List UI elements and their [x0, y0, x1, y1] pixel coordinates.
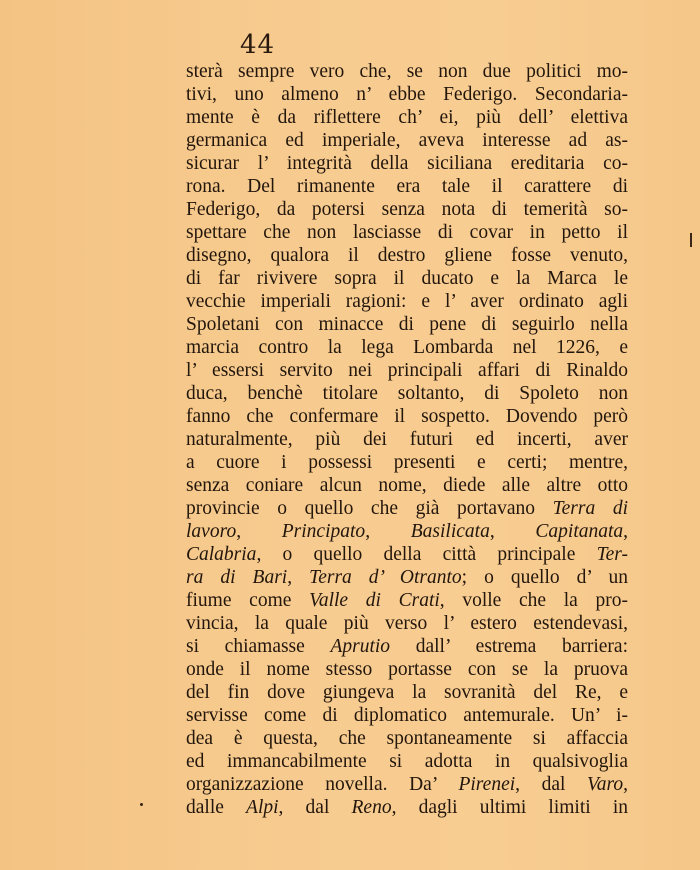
text-line — [186, 290, 628, 313]
text-segment: Spoletani con minacce di pene di seguirlo nella — [186, 314, 628, 335]
italic-text: Varo — [587, 774, 624, 795]
text-segment: dalle — [186, 797, 247, 818]
text-segment: , dagli ultimi limiti in — [391, 797, 628, 818]
text-segment: fanno che confermare il sospetto. Dovendo però — [186, 406, 628, 427]
text-segment: tivi, uno almeno n’ ebbe Federigo. Secondaria- — [186, 84, 628, 105]
body-text — [186, 60, 628, 819]
italic-text: Aprutio — [330, 636, 391, 657]
text-line — [186, 221, 628, 244]
text-segment: organizzazione novella. Da’ — [186, 774, 459, 795]
text-segment: servisse come di diplomatico antemurale. Un’ i- — [186, 705, 628, 726]
page-number: 44 — [240, 30, 276, 60]
italic-text: Valle di Crati — [309, 590, 440, 611]
text-segment: vincia, la quale più verso l’ estero estendevasi, — [186, 613, 628, 634]
text-line — [186, 336, 628, 359]
text-line — [186, 612, 628, 635]
margin-mark-left — [140, 803, 143, 806]
text-segment: , — [287, 567, 310, 588]
text-segment: , — [489, 521, 536, 542]
italic-text: Reno — [351, 797, 392, 818]
text-line — [186, 773, 628, 796]
text-line — [186, 60, 628, 83]
text-line — [186, 635, 628, 658]
text-line — [186, 152, 628, 175]
text-segment: onde il nome stesso portasse con se la pruova — [186, 659, 628, 680]
text-segment: sterà sempre vero che, se non due politici mo- — [186, 61, 628, 82]
text-line — [186, 566, 628, 589]
text-segment: , dal — [515, 774, 588, 795]
text-line — [186, 658, 628, 681]
italic-text: Principato — [281, 521, 366, 542]
text-line — [186, 704, 628, 727]
italic-text: Alpi — [246, 797, 279, 818]
text-segment: , — [365, 521, 411, 542]
text-line — [186, 129, 628, 152]
italic-text: ra di Bari — [186, 567, 288, 588]
text-line — [186, 106, 628, 129]
text-segment: fiume come — [186, 590, 310, 611]
text-line — [186, 267, 628, 290]
text-line — [186, 175, 628, 198]
italic-text: Pirenei — [458, 774, 516, 795]
text-line — [186, 405, 628, 428]
text-segment: , — [623, 774, 628, 795]
text-segment: Federigo, da potersi senza nota di temerità so- — [186, 199, 628, 220]
text-segment: marcia contro la lega Lombarda nel 1226, e — [186, 337, 628, 358]
text-line — [186, 198, 628, 221]
text-line — [186, 474, 628, 497]
text-line — [186, 382, 628, 405]
text-line — [186, 83, 628, 106]
text-line — [186, 451, 628, 474]
text-segment: mente è da riflettere ch’ ei, più dell’ elettiva — [186, 107, 628, 128]
text-line — [186, 359, 628, 382]
text-line — [186, 543, 628, 566]
text-segment: dall’ estrema barriera: — [390, 636, 628, 657]
italic-text: Terra d’ Otranto — [309, 567, 462, 588]
italic-text: Terra di — [552, 498, 628, 519]
text-segment: ed immancabilmente si adotta in qualsivoglia — [186, 751, 628, 772]
text-segment: provincie o quello che già portavano — [186, 498, 553, 519]
text-segment: sicurar l’ integrità della siciliana ereditaria co- — [186, 153, 628, 174]
text-segment: duca, benchè titolare soltanto, di Spoleto non — [186, 383, 628, 404]
italic-text: Basilicata — [410, 521, 490, 542]
italic-text: Calabria — [186, 544, 257, 565]
text-segment: dea è questa, che spontaneamente si affaccia — [186, 728, 628, 749]
italic-text: Ter- — [596, 544, 628, 565]
text-segment: ; o quello d’ un — [461, 567, 628, 588]
margin-mark-right — [690, 233, 692, 247]
text-line — [186, 313, 628, 336]
italic-text: Capitanata — [535, 521, 624, 542]
text-line — [186, 796, 628, 819]
text-line — [186, 589, 628, 612]
text-segment: a cuore i possessi presenti e certi; mentre, — [186, 452, 628, 473]
text-segment: l’ essersi servito nei principali affari di Rinaldo — [186, 360, 628, 381]
text-line — [186, 681, 628, 704]
text-segment: , dal — [278, 797, 352, 818]
text-segment: , — [623, 521, 628, 542]
italic-text: lavoro — [186, 521, 237, 542]
text-segment: germanica ed imperiale, aveva interesse ad as- — [186, 130, 628, 151]
text-line — [186, 244, 628, 267]
text-segment: di far rivivere sopra il ducato e la Marca le — [186, 268, 628, 289]
text-segment: senza coniare alcun nome, diede alle altre otto — [186, 475, 628, 496]
text-line — [186, 497, 628, 520]
text-segment: , o quello della città principale — [256, 544, 597, 565]
text-segment: , volle che la pro- — [439, 590, 628, 611]
text-line — [186, 520, 628, 543]
text-segment: del fin dove giungeva la sovranità del Re, e — [186, 682, 628, 703]
text-segment: disegno, qualora il destro gliene fosse venuto, — [186, 245, 628, 266]
text-line — [186, 727, 628, 750]
text-segment: si chiamasse — [186, 636, 331, 657]
text-segment: , — [236, 521, 282, 542]
text-line — [186, 428, 628, 451]
text-segment: vecchie imperiali ragioni: e l’ aver ordinato agli — [186, 291, 628, 312]
text-segment: spettare che non lasciasse di covar in petto il — [186, 222, 628, 243]
text-line — [186, 750, 628, 773]
text-segment: rona. Del rimanente era tale il carattere di — [186, 176, 628, 197]
text-segment: naturalmente, più dei futuri ed incerti, aver — [186, 429, 628, 450]
